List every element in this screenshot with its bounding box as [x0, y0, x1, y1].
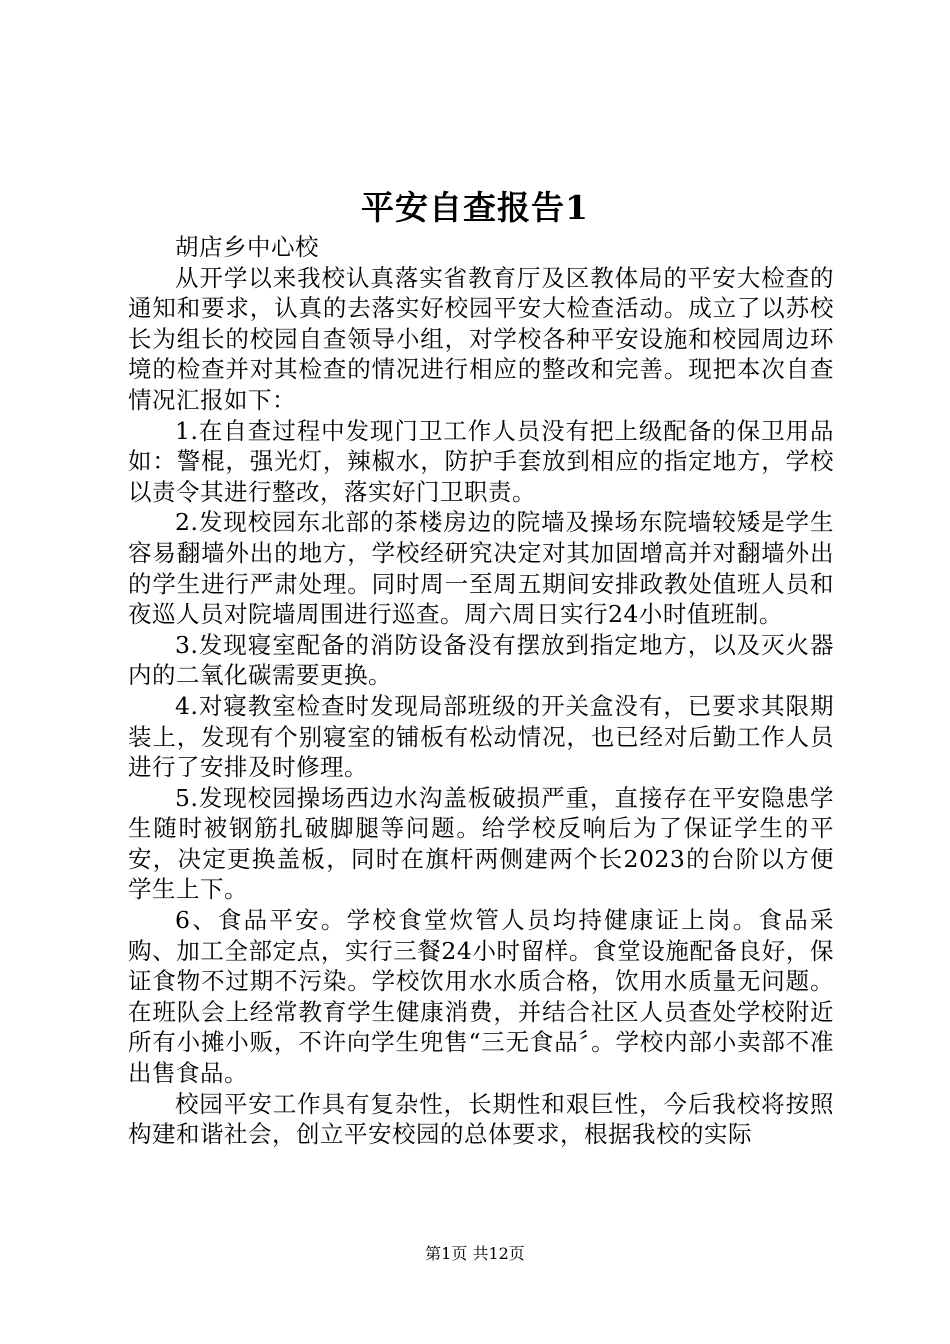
- paragraph-intro: 从开学以来我校认真落实省教育厅及区教体局的平安大检查的通知和要求，认真的去落实好校园平安大检查活动。成立了以苏校长为组长的校园自查领导小组，对学校各种平安设施和校园周边环境的检查并对其检查的情况进行相应的整改和完善。现把本次自查情况汇报如下：: [128, 263, 834, 414]
- author-line: 胡店乡中心校: [175, 233, 319, 261]
- paragraph-item-5: 5.发现校园操场西边水沟盖板破损严重，直接存在平安隐患学生随时被钢筋扎破脚腿等问题。给学校反响后为了保证学生的平安，决定更换盖板，同时在旗杆两侧建两个长2023的台阶以方便学生上下。: [128, 783, 834, 904]
- paragraph-item-2: 2.发现校园东北部的茶楼房边的院墙及操场东院墙较矮是学生容易翻墙外出的地方，学校经研究决定对其加固增高并对翻墙外出的学生进行严肃处理。同时周一至周五期间安排政教处值班人员和夜巡人员对院墙周围进行巡查。周六周日实行24小时值班制。: [128, 508, 834, 629]
- paragraph-item-6: 6、食品平安。学校食堂炊管人员均持健康证上岗。食品采购、加工全部定点，实行三餐24小时留样。食堂设施配备良好，保证食物不过期不污染。学校饮用水水质合格，饮用水质量无问题。在班队会上经常教育学生健康消费，并结合社区人员查处学校附近所有小摊小贩，不许向学生兜售“三无食品〞。学校内部小卖部不准出售食品。: [128, 906, 834, 1088]
- document-body: [128, 232, 834, 1150]
- page-footer: 第1页 共12页: [425, 1244, 525, 1263]
- paragraph-item-4: 4.对寝教室检查时发现局部班级的开关盒没有，已要求其限期装上，发现有个别寝室的铺板有松动情况，也已经对后勤工作人员进行了安排及时修理。: [128, 691, 834, 782]
- paragraph-item-1: 1.在自查过程中发现门卫工作人员没有把上级配备的保卫用品如：警棍，强光灯，辣椒水，防护手套放到相应的指定地方，学校以责令其进行整改，落实好门卫职责。: [128, 416, 834, 506]
- paragraph-item-3: 3.发现寝室配备的消防设备没有摆放到指定地方，以及灭火器内的二氧化碳需要更换。: [128, 630, 834, 690]
- document-title: 平安自查报告1: [361, 188, 589, 227]
- paragraph-closing: 校园平安工作具有复杂性，长期性和艰巨性，今后我校将按照构建和谐社会，创立平安校园的总体要求，根据我校的实际: [128, 1089, 834, 1149]
